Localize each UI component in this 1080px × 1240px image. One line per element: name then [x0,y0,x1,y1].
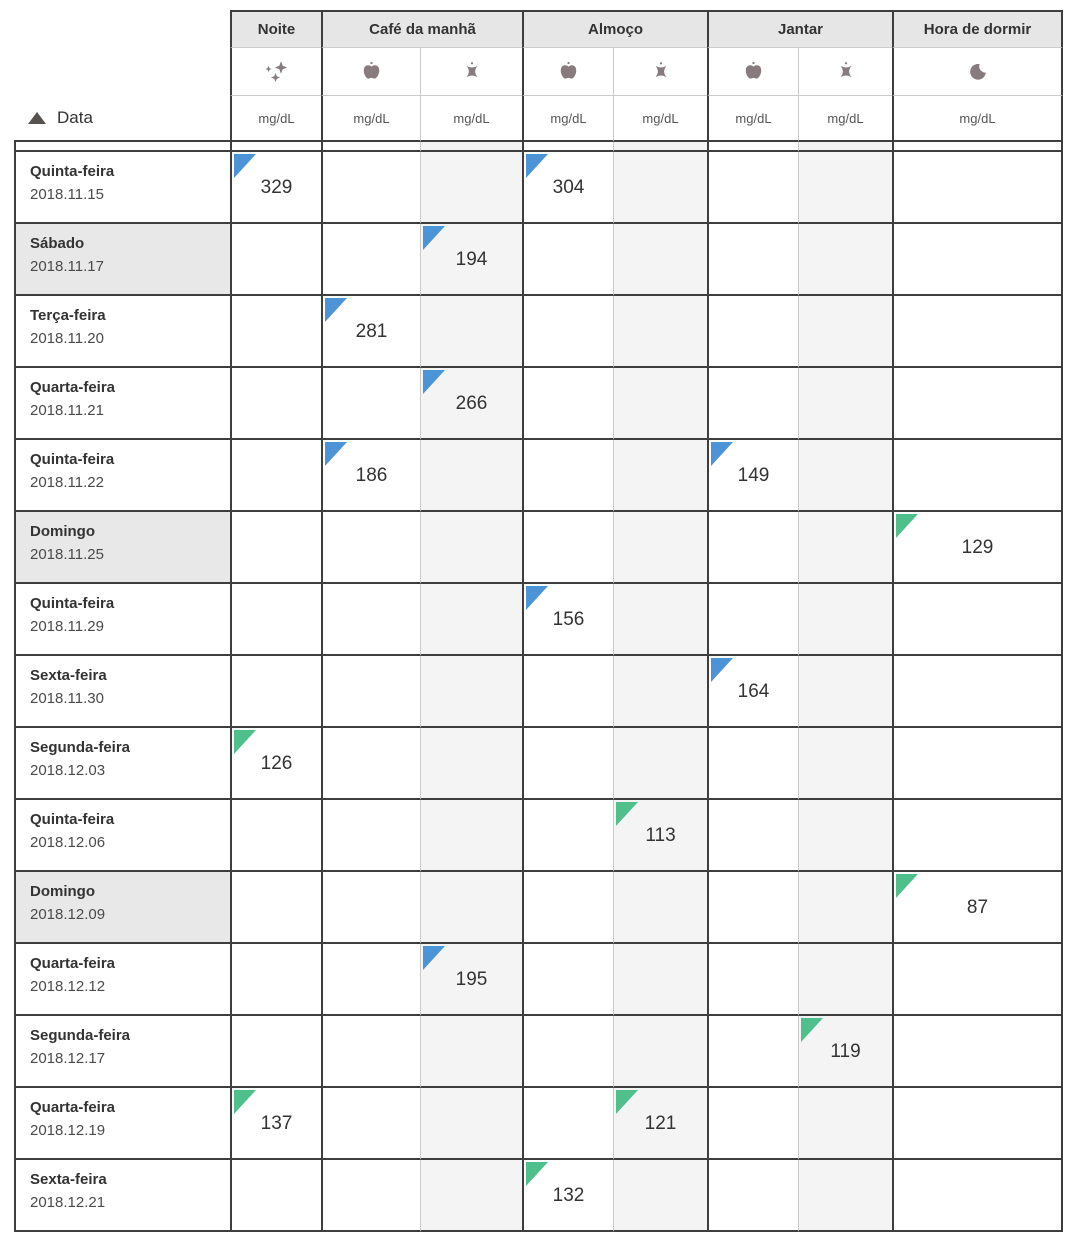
table-row [14,944,1063,1016]
glucose-value: 119 [830,1041,861,1062]
glucose-cell-night [230,584,321,656]
header-corner-blank [14,10,230,48]
glucose-cell-lunch_after [613,872,707,944]
range-flag-icon [423,946,445,970]
glucose-value: 121 [644,1113,677,1134]
range-flag-icon [616,1090,638,1114]
glucose-value: 195 [455,969,488,990]
date-cell [14,440,230,512]
date-cell [14,1160,230,1232]
glucose-cell-breakfast_before[interactable] [321,440,420,512]
header-icon-row [14,48,1063,95]
day-label: Quinta-feira [30,595,115,612]
unit-label: mg/dL [321,95,420,142]
table-row [14,440,1063,512]
table-row [14,656,1063,728]
glucose-cell-dinner_before [707,152,798,224]
glucose-cell-night [230,800,321,872]
header-icon-blank [14,48,230,95]
glucose-cell-night[interactable] [230,1088,321,1160]
glucose-cell-night[interactable] [230,728,321,800]
date-label: 2018.12.17 [30,1050,106,1067]
glucose-cell-dinner_before [707,224,798,296]
glucose-cell-dinner_after [798,872,892,944]
table-body [14,152,1063,1232]
date-label: 2018.11.25 [30,546,104,563]
header-group-row [14,10,1063,48]
glucose-cell-breakfast_after [420,1016,522,1088]
table-row [14,152,1063,224]
glucose-cell-breakfast_before [321,368,420,440]
glucose-value: 87 [966,897,989,918]
glucose-cell-night [230,944,321,1016]
day-label: Quinta-feira [30,451,115,468]
date-label: 2018.11.29 [30,618,104,635]
column-group-almoco: Almoço [522,10,707,48]
table-row [14,224,1063,296]
glucose-cell-dinner_after [798,152,892,224]
day-label: Domingo [30,523,95,540]
glucose-cell-dinner_before [707,728,798,800]
glucose-cell-lunch_before [522,368,613,440]
day-label: Quinta-feira [30,163,115,180]
glucose-cell-lunch_before[interactable] [522,1160,613,1232]
glucose-cell-breakfast_after [420,440,522,512]
range-flag-icon [423,226,445,250]
sort-ascending-icon [28,112,46,124]
range-flag-icon [896,874,918,898]
day-label: Sexta-feira [30,1171,107,1188]
glucose-cell-breakfast_after [420,872,522,944]
date-cell [14,1016,230,1088]
glucose-cell-bedtime [892,1160,1063,1232]
glucose-cell-dinner_after [798,224,892,296]
unit-label: mg/dL [613,95,707,142]
glucose-cell-lunch_after [613,584,707,656]
glucose-cell-lunch_after[interactable] [613,1088,707,1160]
date-label: 2018.12.09 [30,906,106,923]
glucose-value: 281 [355,321,388,342]
glucose-cell-dinner_before [707,1088,798,1160]
range-flag-icon [325,298,347,322]
unit-label: mg/dL [420,95,522,142]
table-row [14,584,1063,656]
glucose-cell-night [230,224,321,296]
glucose-cell-breakfast_before [321,656,420,728]
glucose-cell-night[interactable] [230,152,321,224]
column-group-hora-de-dormir: Hora de dormir [892,10,1063,48]
table-row [14,296,1063,368]
range-flag-icon [616,802,638,826]
range-flag-icon [234,730,256,754]
header-unit-row [14,95,1063,142]
glucose-cell-dinner_after [798,584,892,656]
glucose-cell-lunch_after [613,368,707,440]
date-cell [14,872,230,944]
glucose-cell-bedtime [892,224,1063,296]
glucose-value: 194 [455,249,488,270]
apple-core-icon [461,60,483,83]
range-flag-icon [526,1162,548,1186]
date-cell [14,152,230,224]
date-label: 2018.12.03 [30,762,106,779]
glucose-cell-lunch_after [613,656,707,728]
day-label: Quarta-feira [30,1099,116,1116]
range-flag-icon [234,154,256,178]
dinner-before-column-header [707,48,798,95]
glucose-cell-night [230,1160,321,1232]
glucose-value: 304 [552,177,585,198]
glucose-cell-lunch_before [522,944,613,1016]
range-flag-icon [711,442,733,466]
date-label: 2018.11.22 [30,474,104,491]
apple-core-icon [835,60,857,83]
table-row [14,1088,1063,1160]
glucose-cell-breakfast_before [321,944,420,1016]
glucose-cell-dinner_after [798,944,892,1016]
date-column-label: Data [57,107,93,127]
glucose-cell-lunch_after [613,944,707,1016]
day-label: Terça-feira [30,307,106,324]
range-flag-icon [423,370,445,394]
glucose-cell-lunch_after [613,512,707,584]
glucose-cell-breakfast_before [321,1160,420,1232]
glucose-cell-lunch_before [522,728,613,800]
glucose-cell-breakfast_after[interactable] [420,224,522,296]
spacer-cell [321,142,420,152]
glucose-value: 266 [455,393,488,414]
glucose-cell-breakfast_after [420,1088,522,1160]
glucose-cell-dinner_after [798,1088,892,1160]
glucose-cell-dinner_after [798,296,892,368]
date-cell [14,368,230,440]
glucose-cell-bedtime [892,152,1063,224]
glucose-cell-lunch_before [522,224,613,296]
glucose-cell-dinner_before [707,944,798,1016]
glucose-cell-breakfast_before [321,152,420,224]
glucose-value: 164 [737,681,770,702]
glucose-cell-breakfast_after[interactable] [420,944,522,1016]
apple-icon [742,60,765,83]
glucose-cell-night [230,1016,321,1088]
glucose-cell-lunch_after [613,296,707,368]
glucose-cell-lunch_before [522,1088,613,1160]
day-label: Sexta-feira [30,667,107,684]
glucose-cell-bedtime [892,440,1063,512]
range-flag-icon [711,658,733,682]
moon-icon [967,61,989,82]
glucose-cell-breakfast_after [420,152,522,224]
table-row [14,1016,1063,1088]
glucose-cell-bedtime [892,1088,1063,1160]
range-flag-icon [896,514,918,538]
glucose-cell-breakfast_after[interactable] [420,368,522,440]
spacer-cell [230,142,321,152]
glucose-cell-bedtime [892,944,1063,1016]
glucose-cell-breakfast_before [321,728,420,800]
glucose-cell-lunch_after [613,440,707,512]
column-group-jantar: Jantar [707,10,892,48]
range-flag-icon [801,1018,823,1042]
glucose-value: 126 [260,753,293,774]
glucose-cell-breakfast_before [321,800,420,872]
date-cell [14,656,230,728]
spacer-cell [798,142,892,152]
glucose-value: 186 [355,465,388,486]
table-row [14,800,1063,872]
spacer-row [14,142,1063,152]
glucose-cell-breakfast_after [420,728,522,800]
date-label: 2018.11.30 [30,690,104,707]
glucose-cell-lunch_after [613,224,707,296]
glucose-cell-dinner_before [707,296,798,368]
spacer-cell [707,142,798,152]
date-cell [14,296,230,368]
unit-label: mg/dL [892,95,1063,142]
glucose-cell-dinner_after [798,800,892,872]
table-row [14,1160,1063,1232]
table-row [14,728,1063,800]
glucose-cell-lunch_before [522,800,613,872]
spacer-cell [613,142,707,152]
glucose-cell-breakfast_after [420,296,522,368]
date-cell [14,584,230,656]
glucose-cell-night [230,368,321,440]
date-label: 2018.12.06 [30,834,106,851]
glucose-cell-breakfast_before[interactable] [321,296,420,368]
glucose-cell-night [230,872,321,944]
glucose-logbook-table [14,10,1063,1232]
column-group-noite: Noite [230,10,321,48]
glucose-cell-dinner_before [707,800,798,872]
glucose-cell-lunch_before [522,296,613,368]
glucose-cell-lunch_before [522,1016,613,1088]
unit-label: mg/dL [798,95,892,142]
glucose-cell-lunch_before [522,512,613,584]
date-label: 2018.12.12 [30,978,106,995]
date-cell [14,944,230,1016]
glucose-cell-lunch_after [613,728,707,800]
glucose-cell-lunch_before [522,440,613,512]
glucose-cell-dinner_before [707,512,798,584]
date-label: 2018.11.15 [30,186,104,203]
day-label: Sábado [30,235,85,252]
glucose-cell-night [230,440,321,512]
glucose-cell-dinner_after [798,656,892,728]
glucose-cell-breakfast_before [321,224,420,296]
glucose-cell-breakfast_after [420,656,522,728]
glucose-cell-dinner_before [707,368,798,440]
unit-label: mg/dL [522,95,613,142]
date-label: 2018.12.21 [30,1194,106,1211]
range-flag-icon [234,1090,256,1114]
unit-label: mg/dL [707,95,798,142]
date-label: 2018.12.19 [30,1122,106,1139]
glucose-cell-breakfast_after [420,800,522,872]
glucose-cell-dinner_after [798,368,892,440]
glucose-cell-dinner_after [798,440,892,512]
glucose-cell-dinner_after [798,1160,892,1232]
glucose-value: 149 [737,465,770,486]
night-column-header [230,48,321,95]
date-label: 2018.11.17 [30,258,104,275]
glucose-cell-bedtime [892,800,1063,872]
glucose-cell-dinner_after[interactable] [798,1016,892,1088]
glucose-value: 137 [260,1113,293,1134]
glucose-cell-breakfast_before [321,512,420,584]
glucose-cell-bedtime [892,296,1063,368]
glucose-cell-bedtime [892,728,1063,800]
apple-icon [557,60,580,83]
glucose-cell-lunch_before[interactable] [522,152,613,224]
date-cell [14,800,230,872]
glucose-cell-breakfast_before [321,872,420,944]
glucose-cell-bedtime [892,584,1063,656]
unit-label: mg/dL [230,95,321,142]
date-cell [14,224,230,296]
day-label: Domingo [30,883,95,900]
glucose-cell-lunch_after [613,1016,707,1088]
glucose-cell-dinner_before[interactable] [707,656,798,728]
glucose-cell-lunch_before[interactable] [522,584,613,656]
spacer-cell [522,142,613,152]
glucose-cell-lunch_after[interactable] [613,800,707,872]
glucose-cell-lunch_before [522,872,613,944]
bedtime-column-header [892,48,1063,95]
range-flag-icon [526,154,548,178]
day-label: Quarta-feira [30,955,116,972]
dinner-after-column-header [798,48,892,95]
glucose-cell-lunch_after [613,1160,707,1232]
glucose-cell-breakfast_after [420,584,522,656]
glucose-cell-dinner_before [707,1160,798,1232]
glucose-cell-dinner_before[interactable] [707,440,798,512]
breakfast-after-column-header [420,48,522,95]
glucose-cell-lunch_after [613,152,707,224]
glucose-cell-bedtime [892,368,1063,440]
day-label: Segunda-feira [30,1027,131,1044]
glucose-cell-breakfast_after [420,512,522,584]
table-row [14,512,1063,584]
glucose-cell-bedtime [892,656,1063,728]
glucose-cell-dinner_before [707,872,798,944]
spacer-cell [420,142,522,152]
range-flag-icon [526,586,548,610]
date-cell [14,728,230,800]
glucose-cell-bedtime [892,1016,1063,1088]
lunch-after-column-header [613,48,707,95]
spacer-cell [892,142,1063,152]
date-label: 2018.11.21 [30,402,104,419]
column-group-cafe-da-manha: Café da manhã [321,10,522,48]
day-label: Quinta-feira [30,811,115,828]
glucose-cell-breakfast_after [420,1160,522,1232]
sparkles-icon [264,60,290,84]
day-label: Quarta-feira [30,379,116,396]
table-row [14,368,1063,440]
apple-core-icon [650,60,672,83]
breakfast-before-column-header [321,48,420,95]
day-label: Segunda-feira [30,739,131,756]
lunch-before-column-header [522,48,613,95]
glucose-value: 113 [645,825,676,846]
glucose-cell-bedtime[interactable] [892,512,1063,584]
glucose-cell-dinner_before [707,584,798,656]
glucose-cell-breakfast_before [321,1016,420,1088]
glucose-value: 329 [260,177,293,198]
glucose-value: 132 [552,1185,585,1206]
glucose-cell-lunch_before [522,656,613,728]
apple-icon [360,60,383,83]
glucose-cell-dinner_after [798,512,892,584]
glucose-value: 156 [552,609,585,630]
date-sort-header[interactable] [14,95,230,142]
glucose-cell-dinner_before [707,1016,798,1088]
table-row [14,872,1063,944]
glucose-value: 129 [961,537,994,558]
range-flag-icon [325,442,347,466]
glucose-cell-breakfast_before [321,584,420,656]
glucose-cell-breakfast_before [321,1088,420,1160]
date-cell [14,1088,230,1160]
date-label: 2018.11.20 [30,330,104,347]
spacer-cell [14,142,230,152]
glucose-cell-night [230,296,321,368]
date-cell [14,512,230,584]
glucose-cell-bedtime[interactable] [892,872,1063,944]
glucose-cell-night [230,512,321,584]
glucose-cell-dinner_after [798,728,892,800]
glucose-cell-night [230,656,321,728]
